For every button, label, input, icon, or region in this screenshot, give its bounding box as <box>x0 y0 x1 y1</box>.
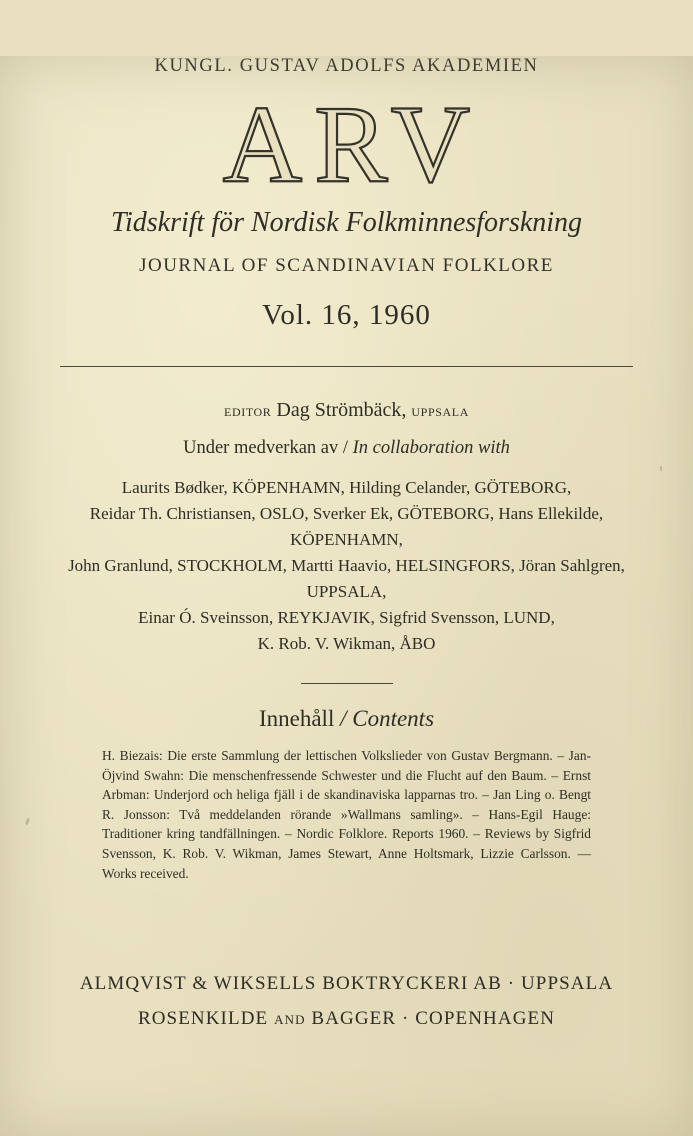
board-line: Laurits Bødker, KÖPENHAMN, Hilding Celander, GÖTEBORG, <box>121 478 572 497</box>
editor-line <box>48 399 645 422</box>
contents-heading <box>48 706 645 732</box>
paper-speck <box>25 818 30 826</box>
collaboration-separator: / <box>342 438 349 458</box>
contents-heading-english: Contents <box>352 706 435 731</box>
editor-label: editor <box>224 401 272 420</box>
board-line: Einar Ó. Sveinsson, REYKJAVIK, Sigfrid Svensson, LUND, <box>138 608 555 627</box>
subtitle-swedish: Tidskrift för Nordisk Folkminnesforskning <box>110 207 583 238</box>
editor-city: uppsala <box>411 401 469 420</box>
editorial-board <box>48 475 645 657</box>
editor-name: Dag Strömbäck <box>276 399 402 421</box>
board-line: K. Rob. V. Wikman, ÅBO <box>257 634 436 653</box>
publisher-bagger: BAGGER · COPENHAGEN <box>311 1008 556 1029</box>
collaboration-swedish: Under medverkan av <box>183 438 339 458</box>
contents-heading-swedish: Innehåll <box>258 706 335 731</box>
paper-speck <box>660 466 662 471</box>
collaboration-line <box>48 438 645 459</box>
contents-text: H. Biezais: Die erste Sammlung der lettischen Volkslieder von Gustav Bergmann. – Jan-Öjvind Swahn: Die menschenfressende Schwester und die Flucht auf den Baum. – Ernst Arbman: Underjord och heliga fjäll i de skandinaviska lapparnas tro. – Jan Ling o. Bengt R. Jonsson: Två meddelanden rörande »Wallmans samling». – Hans-Egil Hauge: Traditioner kring tandfällningen. – Nordic Folklore. Reports 1960. – Reviews by Sigfrid Svensson, K. Rob. V. Wikman, James Stewart, Anne Holtsmark, Lizzie Carlsson. — Works received. <box>102 748 591 881</box>
publisher-block <box>0 973 693 1030</box>
publisher-and: and <box>274 1008 306 1029</box>
journal-title: ARV <box>222 83 483 205</box>
short-divider-rule <box>301 683 393 684</box>
contents-heading-separator: / <box>340 706 347 731</box>
subtitle-english: JOURNAL OF SCANDINAVIAN FOLKLORE <box>139 255 554 276</box>
divider-rule <box>60 366 633 367</box>
volume-line: Vol. 16, 1960 <box>262 299 431 331</box>
publisher-line-2 <box>0 1008 693 1030</box>
publisher-line-1: ALMQVIST & WIKSELLS BOKTRYCKERI AB · UPPSALA <box>79 973 614 994</box>
editor-comma: , <box>401 399 412 421</box>
board-line: Reidar Th. Christiansen, OSLO, Sverker Ek, GÖTEBORG, Hans Ellekilde, KÖPENHAMN, <box>89 504 604 549</box>
title-page <box>0 56 693 1136</box>
collaboration-english: In collaboration with <box>352 438 510 458</box>
board-line: John Granlund, STOCKHOLM, Martti Haavio, HELSINGFORS, Jöran Sahlgren, UPPSALA, <box>68 556 625 601</box>
journal-title-wrap <box>48 83 645 205</box>
publisher-rosenkilde: ROSENKILDE <box>137 1008 269 1029</box>
academy-line: KUNGL. GUSTAV ADOLFS AKADEMIEN <box>154 56 539 76</box>
